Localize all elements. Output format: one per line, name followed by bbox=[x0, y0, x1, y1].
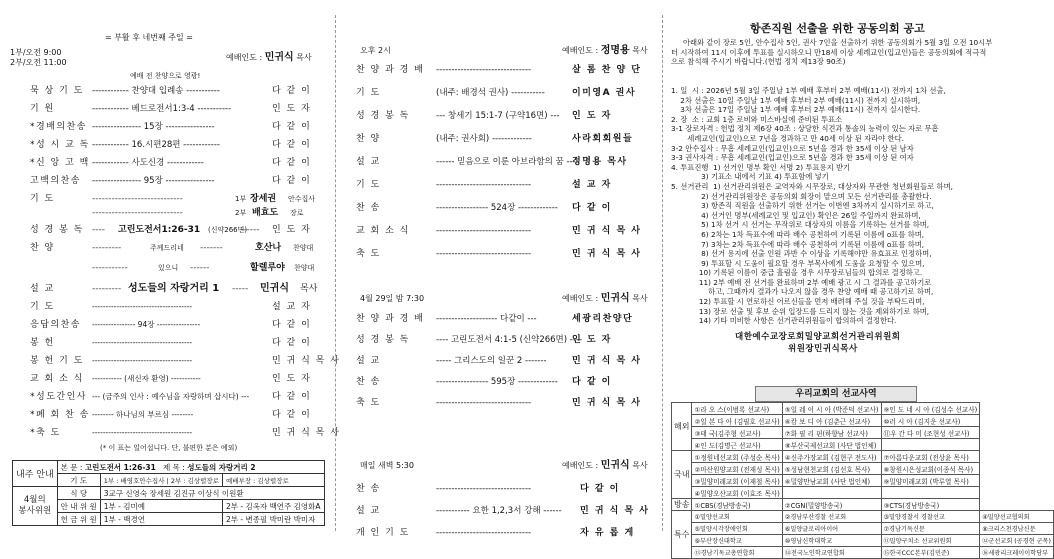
order-label: 축 도 bbox=[356, 398, 381, 408]
order-content: ----------------- 595장 ------------- bbox=[436, 377, 558, 387]
notice-item: 9) 투표할 시 도움이 필요할 경우 부목사에게 도움을 요청할 수 있으며, bbox=[671, 258, 925, 268]
order-label: 응답의찬송 bbox=[30, 320, 81, 330]
mission-entry: ⑪우 간 다 미 (조현성 선교사) bbox=[881, 427, 980, 439]
mission-entry: ⑤성남현천교회 (김선호 목사) bbox=[782, 463, 881, 475]
notice-item: 10) 기록된 이름이 중급 흘림을 경우 시무장로님들의 합의로 결정하고. bbox=[671, 268, 923, 278]
mission-entry: ⑨부산장신대학교 bbox=[692, 535, 782, 547]
order-performer: 다 같 이 bbox=[580, 484, 620, 494]
duty-table: 내주 안내 본 문 : 고린도전서 1:26-31 제 목 : 성도들의 자랑거리 2 기 도 1부 : 배영호안수집사 | 2부 : 김상렬장로 예배부장 : 김상렬장로 4월의 봉사위원 식 당 3교구 신영숙 장세원 김진규 이상식 이원환 안 내 위 원 1부 - 김미예 2부 - 김옥자 백연주 김영화A 헌 금 위 원 1부 - 백경연 2부 - 변종필 박미란 박미자 bbox=[12, 460, 325, 526]
order-performer: 설 교 자 bbox=[272, 302, 312, 312]
other-services-column bbox=[340, 0, 660, 541]
order-performer: 다 같 이 bbox=[272, 410, 312, 420]
mission-entry: ①라 오 스(이범록 선교사) bbox=[692, 403, 782, 415]
order-label: 기 도 bbox=[356, 88, 381, 98]
order-performer: 인 도 자 bbox=[272, 104, 312, 114]
mission-entry: ⑧창원시은성교회(이종석 목사) bbox=[881, 463, 980, 475]
order-content: ------------ 찬양대 입례송 ----------- bbox=[92, 86, 220, 96]
order-row bbox=[0, 120, 333, 134]
order-performer: 설 교 자 bbox=[572, 180, 612, 190]
next-sermon: 본 문 : 고린도전서 1:26-31 제 목 : 성도들의 자랑거리 2 bbox=[57, 461, 324, 474]
notice-item: 2. 장 소 : 교회 1층 로비와 미스바실에 준비된 투표소 bbox=[671, 114, 843, 124]
mission-entry: ⑦화 필 리 핀(하향남 선교사) bbox=[782, 427, 881, 439]
order-row bbox=[340, 482, 660, 496]
prayer-row: 기 도 ---------------------------- 1부 장세권 안수집사 bbox=[30, 194, 316, 204]
order-performer: 인 도 자 bbox=[572, 111, 612, 121]
mission-entry: ②경남부산경찰 선교회 bbox=[782, 511, 881, 523]
mission-entry: ②CGN(밀양방송국) bbox=[782, 499, 881, 511]
order-row bbox=[340, 109, 660, 123]
notice-item: 5. 선거관리 1) 선거관리위원은 교역자와 시무장로, 대상자와 무관한 청년회원들로 하며, bbox=[671, 181, 953, 191]
mission-entry: ⑫군선교회 (공경현 군목) bbox=[980, 535, 1054, 547]
notice-item: 8) 선거 용지에 선출 인원 과반 수 이상을 기록해야만 유효표로 인정하며, bbox=[671, 249, 932, 259]
order-row bbox=[0, 426, 341, 440]
mission-entry: ②일 본 다 아 (김필호 선교사) bbox=[692, 415, 782, 427]
order-label: 기 도 bbox=[30, 302, 55, 312]
order-row bbox=[340, 201, 660, 215]
notice-item: 13) 장로 선출 및 후보 순위 입장드를 드리지 않는 것을 제외하기로 하며, bbox=[671, 306, 930, 316]
order-label: 찬 양 과 경 배 bbox=[356, 314, 425, 324]
order-performer: 이미영A 권사 bbox=[572, 88, 637, 98]
notice-item: 14) 기타 미비한 사항은 선거관리위원들이 합의하여 결정한다. bbox=[671, 316, 897, 326]
order-performer: 다 같 이 bbox=[572, 377, 612, 387]
praise-row-1: 찬 양 --------- 주께드리네 ------- 호산나 찬양대 bbox=[30, 243, 314, 253]
order-performer: 민 귀 식 목 사 bbox=[572, 398, 642, 408]
order-content: (내주: 배경석 권사) ----------- bbox=[436, 88, 545, 98]
notice-item: 3-1 장로자격 : 헌법 정치 제6장 40조 : 상당한 식견과 통솔의 능력이 있는 자로 무흠 bbox=[671, 124, 939, 134]
serve-label: 4월의 봉사위원 bbox=[13, 487, 58, 526]
morning-worship-column bbox=[0, 0, 341, 541]
bible-reading-row: 성 경 봉 독 ---- 고린도전서1:26-31 (신약266면) ------ 인 도 자 bbox=[30, 225, 312, 235]
notice-item: 하고, 그때까지 결과가 나오지 않을 경우 찬양 예배 때 공고하기로 하며, bbox=[671, 287, 934, 297]
mission-entry: ①CBS(경남방송국) bbox=[692, 499, 782, 511]
order-performer: 다 같 이 bbox=[272, 158, 312, 168]
order-performer: 다 같 이 bbox=[272, 122, 312, 132]
next-prayer: 1부 : 배영호안수집사 | 2부 : 김상렬장로 bbox=[100, 474, 222, 487]
order-row bbox=[340, 155, 660, 169]
order-label: 찬 송 bbox=[356, 203, 381, 213]
order-row bbox=[340, 132, 660, 146]
dawn-leader-line: 예배인도 : 민귀식 목사 bbox=[562, 460, 648, 471]
order-row bbox=[0, 102, 333, 116]
order-row bbox=[0, 354, 341, 368]
mission-group-label: 국내 bbox=[672, 451, 692, 499]
pm-leader-line: 예배인도 : 정명용 목사 bbox=[562, 45, 648, 56]
mission-entry: ⑯세광리크레이이학당부 bbox=[980, 547, 1054, 559]
mission-entry: ⑨인 도 네 시 아 (김성수 선교사) bbox=[881, 403, 980, 415]
order-row bbox=[340, 247, 660, 261]
wed-time: 4월 29일 밤 7:30 bbox=[360, 294, 425, 303]
pre-worship-note: 예배 전 찬양으로 영광! bbox=[130, 72, 201, 80]
order-label: 설 교 bbox=[356, 356, 381, 366]
order-performer: 민 귀 식 목 사 bbox=[272, 356, 341, 366]
mission-entry: ⑤일 레 이 시 아 (박준덕 선교사) bbox=[782, 403, 881, 415]
prayer-row-2: ---------------------------- 2부 배효도 장로 bbox=[92, 208, 304, 218]
pm-time: 오후 2시 bbox=[360, 46, 391, 55]
service-time-1: 1부/오전 9:00 bbox=[10, 48, 62, 57]
order-label: 개 인 기 도 bbox=[356, 528, 410, 538]
order-label: 성 경 봉 독 bbox=[356, 111, 410, 121]
mission-entry: ④밀양오산교회 (이효조 목사) bbox=[692, 487, 782, 499]
order-row bbox=[340, 86, 660, 100]
mission-entry: ③밀양경찰서 경찰선교 bbox=[881, 511, 980, 523]
order-label: 찬 양 bbox=[356, 134, 381, 144]
order-content: ------------ 16.시편28편 ------------ bbox=[92, 140, 220, 150]
order-row bbox=[0, 336, 333, 350]
notice-item: 1. 일 시 : 2026년 5월 3일 주일날 1부 예배 후부터 2부 예배(11시) 전까지 1차 선출, bbox=[671, 86, 946, 95]
order-content: ---------------- 95장 ---------------- bbox=[92, 176, 215, 186]
order-row bbox=[0, 408, 333, 422]
mission-entry: ⑦경남기독신문 bbox=[881, 523, 980, 535]
order-label: 묵 상 기 도 bbox=[30, 86, 84, 96]
order-label: *성도간인사 bbox=[30, 392, 87, 402]
order-content: ------------------------------------- bbox=[92, 356, 193, 365]
order-label: 찬 송 bbox=[356, 377, 381, 387]
column-divider-2 bbox=[662, 15, 663, 531]
order-performer: 다 같 이 bbox=[272, 320, 312, 330]
notice-item: 3-3 권사자격 : 무흠 세례교인(입교인)으로 5년을 경과 한 35세 이상 된 여자 bbox=[671, 153, 914, 163]
order-row bbox=[0, 318, 333, 332]
order-label: *축 도 bbox=[30, 428, 61, 438]
notice-item: 3-2 안수집사 : 무흠 세례교인(입교인)으로 5년을 경과 한 35세 이상 된 남자 bbox=[671, 143, 914, 153]
order-row bbox=[340, 312, 660, 326]
column-divider-1 bbox=[335, 15, 336, 531]
notice-column bbox=[665, 0, 1051, 557]
order-content: --- 창세기 15:1-7 (구약16면) --- bbox=[436, 111, 560, 121]
order-row bbox=[0, 84, 333, 98]
order-content: ------------------------------- bbox=[436, 398, 532, 408]
order-label: 찬 송 bbox=[356, 484, 381, 494]
order-performer: 다 같 이 bbox=[272, 392, 312, 402]
order-content: ------------------------------------- bbox=[92, 338, 193, 347]
order-content: ------------------------------- bbox=[436, 249, 532, 259]
order-label: 설 교 bbox=[356, 157, 381, 167]
order-content: ---------------- 94장 ---------------- bbox=[92, 320, 201, 329]
order-performer: 다 같 이 bbox=[272, 176, 312, 186]
order-performer: 살 롬 찬 양 단 bbox=[572, 65, 642, 75]
notice-item: 7) 3차는 2차 득표수에 따라 배수 공천하여 기록된 이름에 o표를 하며, bbox=[671, 239, 925, 249]
order-performer: 자 유 롭 게 bbox=[580, 528, 635, 538]
mission-entry bbox=[782, 487, 881, 499]
order-performer: 정명용 목사 bbox=[572, 157, 628, 167]
notice-item: 4. 투표진행 1) 선거인 명부 확인 서명 2) 투표용지 받기 bbox=[671, 162, 851, 172]
mission-entry: ④인 도(김명근 선교사) bbox=[692, 439, 782, 451]
order-label: 교 회 소 식 bbox=[356, 226, 410, 236]
notice-item: 4) 선거인 명부(세례교인 및 입교인) 확인은 26일 주일까지 완료하며, bbox=[671, 210, 921, 220]
order-row bbox=[0, 138, 333, 152]
leader-name: 민귀식 bbox=[264, 52, 294, 63]
order-content: ----------------- 524장 ------------- bbox=[436, 203, 558, 213]
order-content: ----------- (새신자 환영) ----------- bbox=[92, 374, 201, 383]
order-row bbox=[340, 504, 660, 518]
mission-entry: ⑥밀양글로리아이어 bbox=[782, 523, 881, 535]
dawn-time: 매일 새벽 5:30 bbox=[360, 461, 414, 470]
mission-entry: ⑤밀양시각장애인회 bbox=[692, 523, 782, 535]
notice-item: 3차 선출은 17일 주일날 1부 예배 후부터 2부 예배(11시) 전까지 실시한다. bbox=[671, 105, 921, 115]
mission-entry: ③CTS(경남방송국) bbox=[881, 499, 980, 511]
notice-item: 11) 2부 예배 전 선거를 완료하며 2부 예배 광고 시 그 결과를 공고하기로 bbox=[671, 277, 932, 287]
leader-line bbox=[226, 53, 312, 63]
order-performer: 인 도 자 bbox=[272, 374, 312, 384]
order-content: ---- 고린도전서 4:1-5 (신약266면) ---- bbox=[436, 335, 583, 345]
order-label: 설 교 bbox=[356, 506, 381, 516]
mission-entry: ⑩영남신학대학교 bbox=[782, 535, 881, 547]
order-label: 봉 헌 기 도 bbox=[30, 356, 84, 366]
mission-entry bbox=[881, 487, 980, 499]
order-content: --- (금주의 인사 : 예수님을 자랑하며 삽시다) --- bbox=[92, 392, 250, 401]
sermon-row: 설 교 --------- 성도들의 자랑거리 1 ----- 민귀식 목사 bbox=[30, 283, 318, 294]
service-time-2: 2부/오전 11:00 bbox=[10, 58, 67, 67]
mission-table bbox=[671, 402, 1054, 559]
mission-entry: ⑥밀양만남교회 (사단 법인체) bbox=[782, 475, 881, 487]
order-content: ------------------------------- bbox=[436, 484, 532, 494]
order-label: 찬 양 과 경 배 bbox=[356, 65, 425, 75]
order-label: 기 원 bbox=[30, 104, 55, 114]
notice-item: 3) 기표소 내에서 기표 4) 투표함에 넣기 bbox=[671, 172, 829, 182]
order-content: ------------ 사도신경 ------------ bbox=[92, 158, 204, 168]
mission-group-label: 특수 bbox=[672, 511, 692, 559]
order-performer: 다 같 이 bbox=[572, 203, 612, 213]
order-content: ------------------------------- bbox=[436, 65, 532, 75]
order-content: ------------------------------------- bbox=[92, 302, 193, 311]
order-row bbox=[340, 396, 660, 410]
order-row bbox=[340, 333, 660, 347]
order-row bbox=[0, 174, 333, 188]
order-performer: 세광리찬양단 bbox=[572, 314, 634, 324]
order-content: ----------- 요한 1,2,3서 강해 ------ bbox=[436, 506, 562, 516]
mission-entry: ①정원네선교회 (주성순 목사) bbox=[692, 451, 782, 463]
order-row bbox=[340, 526, 660, 540]
mission-entry bbox=[881, 439, 980, 451]
order-content: ---------------- 15장 ---------------- bbox=[92, 122, 215, 132]
mission-group-label: 해외 bbox=[672, 403, 692, 451]
mission-entry: ⑦아름다운교회 (전상윤 목사) bbox=[881, 451, 980, 463]
order-row bbox=[0, 300, 333, 314]
order-performer: 다 같 이 bbox=[272, 86, 312, 96]
order-label: 교 회 소 식 bbox=[30, 374, 84, 384]
mission-entry: ⑩러 시 아 (김지운 선교사) bbox=[881, 415, 980, 427]
notice-item: 2차 선출은 10일 주일날 1부 예배 후부터 2부 예배(11시) 전까지 실시하며, bbox=[671, 95, 921, 105]
mission-entry: ②마산원양교회 (전재성 목사) bbox=[692, 463, 782, 475]
order-row bbox=[340, 375, 660, 389]
mission-entry: ③밀양미래교회 (이재철 목사) bbox=[692, 475, 782, 487]
notice-item: 6) 2차는 1차 득표수에 따라 배수 공천하여 기록된 이름에 o표를 하며, bbox=[671, 229, 925, 239]
order-performer: 민 귀 식 목 사 bbox=[572, 249, 642, 259]
order-content: (내주: 권사회) ------------- bbox=[436, 134, 532, 144]
notice-title: 항존직원 선출을 위한 공동의회 공고 bbox=[750, 22, 925, 35]
order-label: *신 앙 고 백 bbox=[30, 158, 90, 168]
leader-label: 예배인도 : bbox=[226, 53, 263, 62]
mission-entry: ⑥캄 보 디 아 (김춘근 선교사) bbox=[782, 415, 881, 427]
mission-entry: ⑧크리스천경남신문 bbox=[980, 523, 1054, 535]
leader-title: 목사 bbox=[296, 53, 312, 62]
order-performer: 민 귀 식 목 사 bbox=[272, 428, 341, 438]
order-label: 성 경 봉 독 bbox=[356, 335, 410, 345]
wed-leader-line: 예배인도 : 민귀식 목사 bbox=[562, 293, 648, 304]
order-row bbox=[0, 156, 333, 170]
notice-item: 세례교인(입교인)으로 7년을 경과하고 만 40세 이상 된 자라야 한다. bbox=[671, 133, 904, 143]
order-row bbox=[340, 224, 660, 238]
mission-title: 우리교회의 선교사역 bbox=[755, 386, 917, 402]
order-content: -------- 하나님의 부르심 -------- bbox=[92, 410, 194, 419]
notice-item: 5) 1차 선거 시 선거는 무작위로 대상자의 이름을 기록하는 선거를 하며, bbox=[671, 220, 930, 230]
order-row bbox=[340, 63, 660, 77]
order-label: 축 도 bbox=[356, 249, 381, 259]
committee-name: 대한예수교장로회밀양교회선거관리위원회 bbox=[735, 332, 901, 342]
order-content: -------------------- 다같이 --- bbox=[436, 314, 537, 324]
mission-entry: ③태 국(김주형 선교사) bbox=[692, 427, 782, 439]
order-performer: 인 도 자 bbox=[572, 335, 612, 345]
order-label: *경배의찬송 bbox=[30, 122, 87, 132]
order-content: ------------------------------- bbox=[436, 226, 532, 236]
next-week-label: 내주 안내 bbox=[13, 461, 58, 487]
order-label: 고백의찬송 bbox=[30, 176, 81, 186]
mission-group-label: 방송 bbox=[672, 499, 692, 511]
stand-note: (* 이 표는 일어섭니다. 단, 불편한 분은 예외) bbox=[100, 444, 238, 452]
service-title: = 부활 후 네번째 주일 = bbox=[105, 33, 193, 42]
notice-items bbox=[671, 86, 996, 326]
order-label: 봉 헌 bbox=[30, 338, 55, 348]
praise-row-2: ----------- 있으니 ------ 할렐루야 찬양대 bbox=[92, 263, 315, 273]
mission-entry: ⑭전국노인학교연합회 bbox=[782, 547, 881, 559]
order-content: ------------ 베드로전서1:3-4 ----------- bbox=[92, 104, 232, 114]
mission-entry: ⑮한국CCC본부(김민준) bbox=[881, 547, 980, 559]
order-label: 기 도 bbox=[356, 180, 381, 190]
order-content: ------ 믿음으로 이룬 아브라함의 꿈 ---- bbox=[436, 157, 579, 167]
order-performer: 다 같 이 bbox=[272, 140, 312, 150]
order-content: ------------------------------------- bbox=[92, 428, 193, 437]
mission-entry: ④신주가장교회 (김현구 전도사) bbox=[782, 451, 881, 463]
notice-item: 12) 투표할 시 연로하신 어르신들을 먼저 배려해 주실 것을 부탁드리며, bbox=[671, 297, 925, 307]
order-row bbox=[0, 372, 333, 386]
notice-item: 2) 선거관리위원장은 공동의회 회장이 맡으며 모든 선거관리를 총괄한다. bbox=[671, 191, 932, 201]
order-row bbox=[340, 354, 660, 368]
mission-entry: ①밀양선교회 bbox=[692, 511, 782, 523]
order-label: *성 시 교 독 bbox=[30, 140, 90, 150]
order-label: *폐 회 찬 송 bbox=[30, 410, 90, 420]
order-performer: 민 귀 식 목 사 bbox=[572, 226, 642, 236]
mission-entry: ⑧부산국제선교회 (사단 법인체) bbox=[782, 439, 881, 451]
order-content: ------------------------------- bbox=[436, 180, 532, 190]
order-content: ----- 그리스도의 일꾼 2 ------- bbox=[436, 356, 547, 366]
mission-entry: ⑬경남기독교총연합회 bbox=[692, 547, 782, 559]
mission-entry: ⑪밀양구치소 선교위원회 bbox=[881, 535, 980, 547]
order-performer: 민 귀 식 목 사 bbox=[580, 506, 650, 516]
notice-item: 3) 항존직 직원을 선출하기 위한 선거는 이번엔 3차까지 실시하기로 하고, bbox=[671, 201, 934, 211]
order-content: ------------------------------- bbox=[436, 528, 532, 538]
mission-entry: ④밀양선교협의회 bbox=[980, 511, 1054, 523]
order-performer: 사라회회원들 bbox=[572, 134, 634, 144]
order-row bbox=[340, 178, 660, 192]
mission-entry: ⑨밀양미래교회 (박루열 목사) bbox=[881, 475, 980, 487]
order-row bbox=[0, 390, 333, 404]
order-performer: 민 귀 식 목 사 bbox=[572, 356, 642, 366]
notice-intro: 아래와 같이 장로 5인, 안수집사 5인, 권사 7인을 선출하기 위한 공동의회가 5월 3일 오전 10시부터 시작하여 11시 이후에 투표를 실시하오니 만18세 이상 세례교인(입교인)들은 공동의회에 적극적으로 참석해 주시기 바랍니다.(헌법 정치 제13장 90조) bbox=[671, 38, 993, 67]
committee-chair: 위원장민귀식목사 bbox=[788, 344, 858, 354]
order-performer: 다 같 이 bbox=[272, 338, 312, 348]
